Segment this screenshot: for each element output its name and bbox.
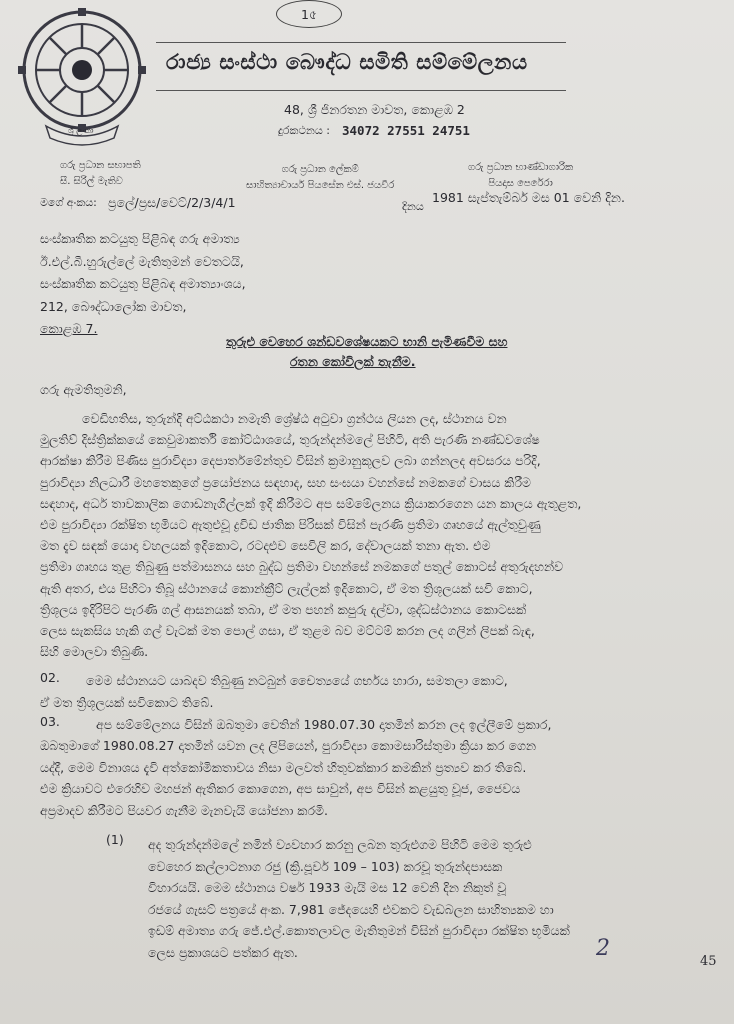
paragraph-line: විහාරයයි. මෙම ස්ථානය වර්ෂ 1933 මැයි මස 12 වෙනි දින නිකුත් වූ [148, 880, 507, 896]
officer-title: ගරු ප්‍රධාන භාණ්ඩාගාරික [468, 162, 574, 173]
paragraph-2-number: 02. [40, 670, 60, 685]
officer-title: ගරු ප්‍රධාන ලේකම් [281, 164, 359, 175]
organization-emblem [10, 6, 158, 148]
page-number-top: 1৫ [300, 7, 318, 22]
salutation: ගරු ඇමතිතුමනි, [40, 382, 127, 397]
recipient-line: කොළඹ 7. [40, 321, 98, 336]
paragraph-line: අප සම්මේලනය විසින් ඔබතුමා වෙතින් 1980.07.30 දාතමින් කරන ලද ඉල්ලීමේ ප්‍රකාර, [96, 717, 552, 732]
officer-president [60, 158, 141, 190]
paragraph-1 [40, 408, 581, 662]
paragraph-line: මත දැව සඳක් යොදා වහලයක් ඉදිකොට, රටදළුව සෙවිලි කර, දේවාලයක් තනා ඇත. එම [40, 538, 491, 554]
officer-name: සාහිත්‍යාචාර්ය පියසේන එස්. ජයවීර [246, 180, 395, 191]
page-number-oval [276, 0, 342, 28]
paragraph-3-number: 03. [40, 714, 60, 729]
phone-label: දුරකථනය : [278, 124, 330, 137]
paragraph-line: ඔබතුමාගේ 1980.08.27 දාතමින් යවන ලද ලිපියෙන්, පුරාවිද්‍යා කොමසාරිස්තුමා ක්‍රියා කර ගෙන [40, 738, 537, 754]
phone-numbers: 34072 27551 24751 [342, 123, 470, 138]
paragraph-line: ත්‍රිශූලය ඉදිරිපිට පැරණි ගල් ආසනයක් තබා, ඒ මත පහන් කපුරු දල්වා, ශුද්ධස්ථානය කොටසක් [40, 601, 527, 617]
paragraph-line: රජයේ ගැසට් පත්‍රයේ අංක. 7,981 ජේදයෙහි එවකට වැඩබලන සාහිත්‍යකම හා [148, 901, 554, 917]
paragraph-line: ආරක්ෂා කිරීම පිණිස පුරාවිද්‍යා දෙපාර්තමේන්තුව විසින් ක්‍රමානුකූලව ලබා ගන්නලද අවසරය පරිදි, [40, 453, 541, 469]
paragraph-3 [40, 714, 551, 821]
item-1 [148, 834, 570, 964]
paragraph-line: මෙම ස්ථානයට යාබදව තිබුණු නටබුන් චෛත්‍යයේ ගර්භය හාරා, සමතලා කොට, [86, 673, 508, 688]
recipient-line: ඊ.එල්.බී.හුරුල්ලේ මැතිතුමන් වෙතටයි, [40, 253, 244, 269]
paragraph-line: අද තුරුන්දන්මලේ නමින් ව්‍යවහාර කරනු ලබන තුරුළුගම පිහිටි මෙම තුරුළු [148, 837, 532, 852]
paragraph-2 [40, 670, 508, 713]
paragraph-line: පුරාවිද්‍යා නිලධාරී මහතෙකුගේ ප්‍රයෝජනය සඳහාද, සහ සංඝයා වහන්සේ නමකගේ වාසය කිරීම [40, 474, 531, 490]
officer-treasurer [468, 160, 573, 192]
recipient-line: සංස්කෘතික කටයුතු පිළිබඳ ගරු අමාත්‍ය [40, 231, 240, 246]
handwritten-mark: 2 [596, 936, 610, 961]
officer-name: පියදාස පෙරේරා [488, 178, 553, 189]
recipient-line: 212, බෞද්ධාලෝක මාවත, [40, 298, 187, 314]
paragraph-line: ඉඩම් අමාත්‍ය ගරු ජේ.එල්.කොතලාවල මැතිතුමන් විසින් පුරාවිද්‍යා රක්ෂිත භූමියක් [148, 923, 570, 939]
paragraph-line: මුලතිව් දිස්ත්‍රික්කයේ කෙවුමාකර්ති කෝට්ඨාශයේ, තුරුන්දන්මලේ පිහිටි, අති පැරණි නණ්ඩවශේෂ [40, 432, 540, 448]
paragraph-line: එම ක්‍රියාවට එරෙහිව මහජන් ඇතිකර කොගෙන, අප සාවුන්, අප විසින් කළයුතු වූජ, ජෛවය [40, 781, 521, 797]
reference-label: මගේ අංකය: [40, 196, 97, 209]
organization-name: රාජ්‍ය සංස්ථා බෞද්ධ සමිති සම්මේලනය [166, 50, 528, 74]
paragraph-line: ප්‍රතිමා ගෘහය තුළ තිබුණු පත්මාසනය සහ බුද්ධ ප්‍රතිමා වහන්සේ නමකගේ පතුල් කොටස් අතුරුදහන්ව [40, 559, 564, 575]
officer-secretary [246, 162, 394, 194]
letterhead-rule-bottom [156, 90, 566, 91]
subject-line: රතන කෝවිලක් තැනීම. [290, 354, 416, 369]
organization-address: 48, ශ්‍රී ජිනරතන මාවත, කොළඹ 2 [284, 102, 465, 117]
paragraph-line: එම පුරාවිද්‍යා රක්ෂිත භූමියට ඇතුළුවූ ද්‍රවිඩ ජාතික පිරිසක් විසින් පැරණි ප්‍රතිමා ගෘහයේ ඇල්තුවුණු [40, 517, 541, 533]
paragraph-line: වෙඩිහතිස, තුරුන්දි අට්ඨකථා නමැති ශ්‍රේෂ්ඨ අටුවා ග්‍රන්ථය ලියන ලද, ස්ථානය වන [82, 411, 507, 426]
paragraph-line: යද්දී, මෙම විනාශය දැවි අත්කෝමිකතාවය නිසා මලවත් හිතුවක්කාර කමකින් ප්‍රත්‍යව කර තිබේ. [40, 759, 527, 775]
paragraph-line: වෙහෙර කල්ලාටනාග රජු (ක්‍රි.පූර්ව 109 – 103) කරවූ තුරුන්දපාසක [148, 858, 503, 874]
page-footer-number: 45 [700, 954, 717, 969]
paragraph-line: ඇති අතර, එය පිහිටා තිබූ ස්ථානයේ කොන්ක්‍රීට් ලැල්ලක් ඉදිකොට, ඒ මත ත්‍රිශූලයක් සවි කොට, [40, 580, 533, 596]
date-label: දිනය [402, 200, 424, 213]
paragraph-line: ඒ මත ත්‍රිශූලයක් සවිකොට තිබේ. [40, 694, 214, 710]
paragraph-line: ලෙස ප්‍රකාශයට පත්කර ඇත. [148, 944, 298, 960]
reference-number: ප්‍රලේ/ප්‍රස/වෙට්/2/3/4/1 [108, 195, 236, 210]
paragraph-line: ලෙස සැකසිය හැකි ගල් වැටක් මත පොල් ගසා, ඒ තුළම බව මට්ටම් කරන ලද ගලින් ලිපක් බැඳ, [40, 623, 535, 639]
officer-title: ගරු ප්‍රධාන සභාපති [60, 160, 141, 171]
date-value: 1981 සැප්තැම්බර් මස 01 වෙනි දින. [432, 190, 625, 205]
seal-text: ශ්‍රී ලංකා [68, 126, 94, 135]
item-1-number: (1) [106, 832, 124, 847]
paragraph-line: අප්‍රමාදව කිරීමට පියවර ගැනීම මැනවැයි යෝජනා කරමි. [40, 802, 328, 818]
officer-name: සී. සිරිල් මැතිව [60, 176, 123, 187]
subject-line: තුරුළු වෙහෙර ශන්ඩවශේෂයකට භානි පැමිණවීම සහ [226, 334, 508, 349]
paragraph-line: සඳහාද, අර්ධ තාවකාලික ගොඩනැගිල්ලක් ඉදි කිරීමට අප සම්මේලනය ක්‍රියාකරගෙන යන කාලය ඇතුළත, [40, 495, 582, 511]
recipient-block [40, 228, 246, 341]
recipient-line: සංස්කෘතික කටයුතු පිළිබඳ අමාත්‍යාංශය, [40, 276, 246, 291]
letterhead-rule-top [156, 42, 566, 43]
paragraph-line: සිහි මොලවා තිබුණි. [40, 644, 149, 660]
